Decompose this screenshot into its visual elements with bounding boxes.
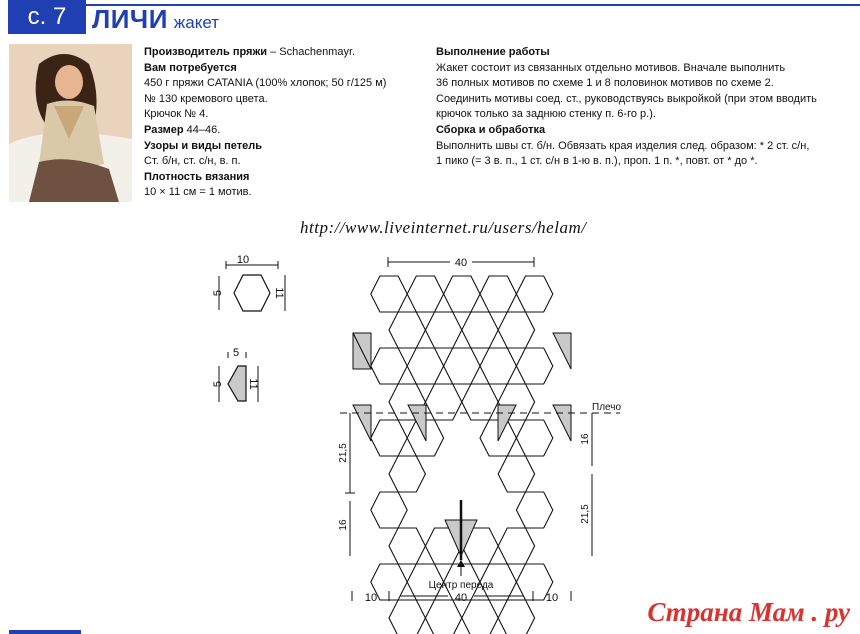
source-url: http://www.liveinternet.ru/users/helam/ [300,218,587,237]
stitches-text: Ст. б/н, ст. с/н, в. п. [144,155,241,168]
full-motif-hexagon [498,312,534,348]
work-line-2: 36 полных мотивов по схеме 1 и 8 половинок мотивов по схеме 2. [436,77,774,90]
full-motif-hexagon [498,528,534,564]
stitches-heading: Узоры и виды петель [144,139,263,152]
title-subtitle: жакет [173,13,220,32]
materials-yarn: 450 г пряжи CATANIA (100% хлопок; 50 г/125 м) [144,77,387,90]
full-motif-hexagon [389,456,425,492]
work-line-1: Жакет состоит из связанных отдельно мотивов. Вначале выполнить [436,61,786,74]
full-motif-hexagon [389,312,425,348]
full-motif-hexagon [462,600,498,634]
full-motif-hexagon [462,384,498,420]
full-motif-hexagon [407,276,443,312]
full-motif-hexagon [389,600,425,634]
full-motif-hexagon [425,600,461,634]
materials-hook: Крючок № 4. [144,108,209,121]
bottom-center-dimension: 40 [454,592,468,604]
left-upper-dimension: 21,5 [338,443,349,463]
full-motif-hexagon [480,348,516,384]
legend-hex-width: 10 [236,254,250,266]
half-motif-triangle [353,405,371,441]
work-line-3: Соединить мотивы соед. ст., руководствуясь выкройкой (при этом вводить [436,92,817,105]
footer-bar [9,630,81,634]
gauge-heading: Плотность вязания [144,170,250,183]
full-motif-hexagon [498,456,534,492]
legend-hex-side: 5 [212,289,224,297]
site-watermark: Страна Мам . ру [647,597,850,627]
yarn-maker-label: Производитель пряжи [144,46,268,58]
full-motif-hexagon [498,600,534,634]
work-heading: Выполнение работы [436,46,550,58]
bottom-right-dimension: 10 [545,592,559,604]
bottom-left-dimension: 10 [364,592,378,604]
materials-color: № 130 кремового цвета. [144,92,268,105]
right-lower-dimension: 21,5 [580,504,591,524]
legend-half-height: 11 [247,378,259,390]
half-motif-triangle [553,405,571,441]
legend-hex-height: 11 [273,287,285,299]
center-front-label: Центр переда [428,580,494,591]
half-motif-triangle [553,333,571,369]
shoulder-label: Плечо [592,402,622,413]
full-motif-hexagon [371,276,407,312]
yarn-maker-value: – Schachenmayr. [267,46,356,58]
right-upper-dimension: 16 [580,433,591,445]
full-motif-hexagon [425,312,461,348]
title-main: ЛИЧИ [92,4,168,34]
assembly-line-2: 1 пико (= 3 в. п., 1 ст. с/н в 1-ю в. п.), проп. 1 п. *, повт. от * до *. [436,155,758,168]
full-motif-hexagon [425,384,461,420]
full-motif-hexagon [389,528,425,564]
legend-hexagon [234,275,270,311]
page-number-badge: с. 7 [8,0,86,34]
full-motif-hexagon [516,348,552,384]
materials-heading: Вам потребуется [144,61,237,74]
legend-half-side: 5 [212,380,224,388]
assembly-heading: Сборка и обработка [436,123,546,136]
size-label: Размер [144,123,184,136]
full-motif-hexagon [407,348,443,384]
full-motif-hexagon [371,348,407,384]
top-width-dimension: 40 [454,257,468,269]
full-motif-hexagon [516,276,552,312]
size-value: 44–46. [183,123,221,136]
full-motif-hexagon [480,276,516,312]
full-motif-hexagon [462,312,498,348]
full-motif-hexagon [371,420,407,456]
full-motif-hexagon [516,420,552,456]
full-motif-hexagon [516,492,552,528]
legend-half-top: 5 [232,347,240,359]
work-line-4: крючок только за заднюю стенку п. 6-го р.). [436,108,656,121]
left-lower-dimension: 16 [338,519,349,531]
legend-half-motif [228,366,246,401]
full-motif-hexagon [444,348,480,384]
assembly-line-1: Выполнить швы ст. б/н. Обвязать края изделия след. образом: * 2 ст. с/н, [436,139,810,152]
full-motif-hexagon [444,276,480,312]
gauge-text: 10 × 11 см = 1 мотив. [144,186,252,199]
full-motif-hexagon [371,492,407,528]
